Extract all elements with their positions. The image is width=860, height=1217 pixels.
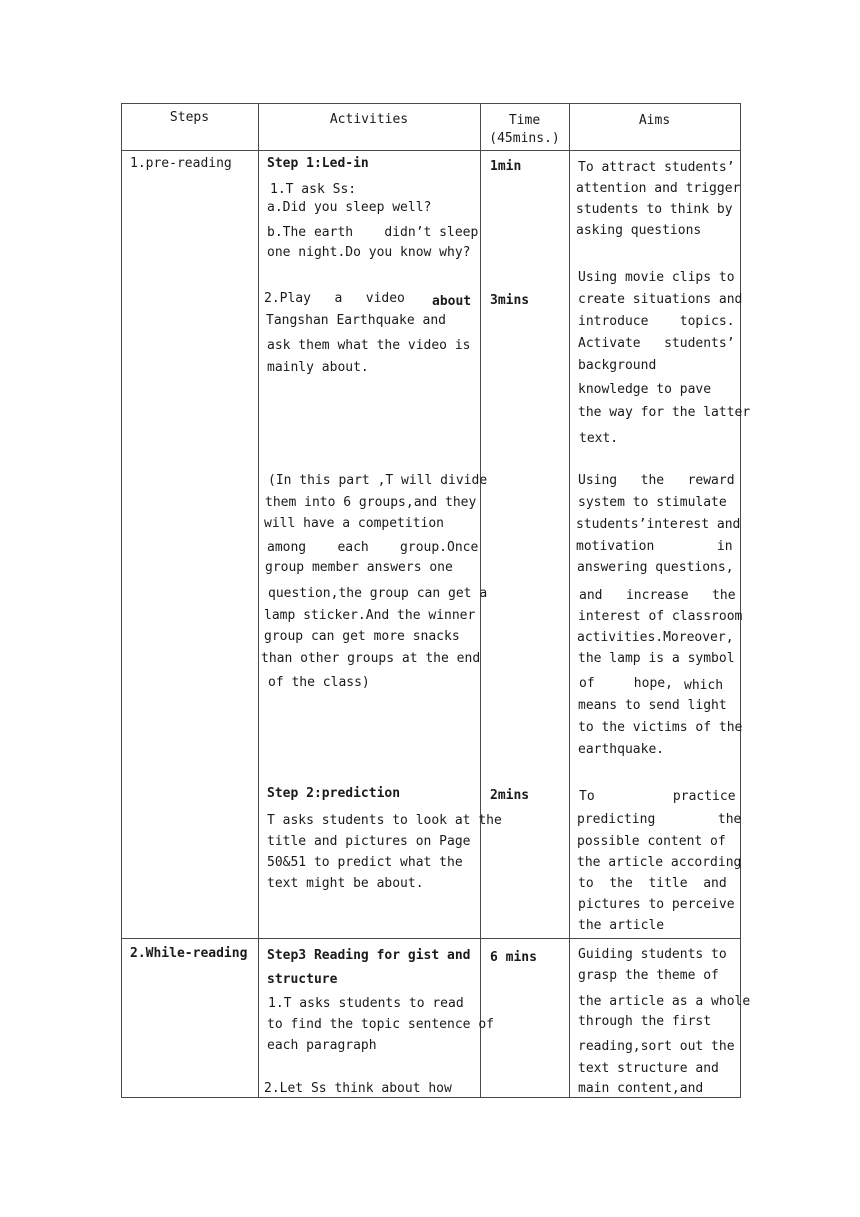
aim-line: Activate students’	[578, 336, 735, 351]
aim-line: To practice	[579, 789, 736, 804]
activity-line: b.The earth didn’t sleep	[267, 225, 479, 240]
activity-line: text might be about.	[267, 876, 424, 891]
activity-line: ask them what the video is	[267, 338, 471, 353]
time-step2: 2mins	[490, 788, 530, 803]
aim-line: the lamp is a symbol	[578, 651, 735, 666]
aim-line: attention and trigger	[576, 181, 741, 196]
activity-line: each paragraph	[267, 1038, 377, 1053]
aim-line: the way for the latter	[578, 405, 751, 420]
activity-word-about: about	[432, 294, 472, 309]
activity-line: of the class)	[268, 675, 370, 690]
section-divider	[121, 938, 741, 939]
activity-line: group member answers one	[265, 560, 453, 575]
aim-line: motivation in	[576, 539, 733, 554]
activity-line: group can get more snacks	[264, 629, 460, 644]
step3-title-line2: structure	[267, 972, 338, 987]
activity-line: question,the group can get a	[268, 586, 488, 601]
aim-line: answering questions,	[577, 560, 734, 575]
activity-line: title and pictures on Page	[267, 834, 471, 849]
aim-line: Using movie clips to	[578, 270, 735, 285]
aim-line: To attract students’	[578, 160, 735, 175]
aim-line: activities.Moreover,	[577, 630, 734, 645]
header-aims: Aims	[638, 113, 671, 128]
activity-line: mainly about.	[267, 360, 369, 375]
aim-line: main content,and	[578, 1081, 704, 1096]
step-while-reading: 2.While-reading	[130, 946, 248, 961]
activity-line: will have a competition	[264, 516, 445, 531]
aim-line: earthquake.	[578, 742, 665, 757]
aim-line: Using the reward	[578, 473, 735, 488]
header-steps: Steps	[169, 110, 210, 125]
step-pre-reading: 1.pre-reading	[130, 156, 232, 171]
aim-line: predicting the	[577, 812, 742, 827]
aim-line: to the title and	[578, 876, 727, 891]
activity-line: than other groups at the end	[261, 651, 481, 666]
activity-line: 1.T asks students to read	[268, 996, 464, 1011]
aim-line: means to send light	[578, 698, 727, 713]
header-time: Time	[508, 113, 541, 128]
step1-title: Step 1:Led-in	[267, 156, 369, 171]
activity-line: 2.Let Ss think about how	[264, 1081, 452, 1096]
activity-line: among each group.Once	[267, 540, 479, 555]
aim-line: background	[578, 358, 657, 373]
aim-line: students to think by	[576, 202, 733, 217]
aim-line: asking questions	[576, 223, 702, 238]
header-row-divider	[121, 150, 741, 151]
aim-word-which: which	[684, 678, 724, 693]
activity-line: 1.T ask Ss:	[270, 182, 357, 197]
aim-line: introduce topics.	[578, 314, 735, 329]
aim-line: of hope,	[579, 676, 673, 691]
aim-line: and increase the	[579, 588, 736, 603]
activity-line: T asks students to look at the	[267, 813, 502, 828]
activity-line: 2.Play a video	[264, 291, 405, 306]
activity-line: lamp sticker.And the winner	[264, 608, 476, 623]
aim-line: grasp the theme of	[578, 968, 719, 983]
aim-line: text structure and	[578, 1061, 719, 1076]
step3-title-line1: Step3 Reading for gist and	[267, 948, 471, 963]
table-border-top	[121, 103, 741, 104]
column-divider-1	[258, 103, 259, 1098]
activity-line: one night.Do you know why?	[267, 245, 471, 260]
header-activities: Activities	[329, 112, 409, 127]
aim-line: students’interest and	[576, 517, 741, 532]
aim-line: possible content of	[577, 834, 726, 849]
aim-line: create situations and	[578, 292, 743, 307]
aim-line: reading,sort out the	[578, 1039, 735, 1054]
table-border-left	[121, 103, 122, 1098]
aim-line: text.	[579, 431, 619, 446]
time-video: 3mins	[490, 293, 530, 308]
column-divider-3	[569, 103, 570, 1098]
header-time-sub: (45mins.)	[489, 131, 560, 146]
activity-line: a.Did you sleep well?	[267, 200, 432, 215]
activity-line: to find the topic sentence of	[267, 1017, 494, 1032]
step2-title: Step 2:prediction	[267, 786, 401, 801]
aim-line: to the victims of the	[578, 720, 743, 735]
aim-line: Guiding students to	[578, 947, 727, 962]
activity-line: them into 6 groups,and they	[265, 495, 477, 510]
aim-line: the article	[578, 918, 665, 933]
aim-line: the article according	[577, 855, 742, 870]
aim-line: system to stimulate	[578, 495, 727, 510]
activity-line: (In this part ,T will divide	[268, 473, 488, 488]
aim-line: the article as a whole	[578, 994, 751, 1009]
time-step3: 6 mins	[490, 950, 537, 965]
aim-line: interest of classroom	[578, 609, 743, 624]
aim-line: knowledge to pave	[578, 382, 712, 397]
activity-line: Tangshan Earthquake and	[266, 313, 447, 328]
aim-line: through the first	[578, 1014, 712, 1029]
activity-line: 50&51 to predict what the	[267, 855, 463, 870]
table-border-right	[740, 103, 741, 1098]
aim-line: pictures to perceive	[578, 897, 735, 912]
time-step1: 1min	[490, 159, 522, 174]
